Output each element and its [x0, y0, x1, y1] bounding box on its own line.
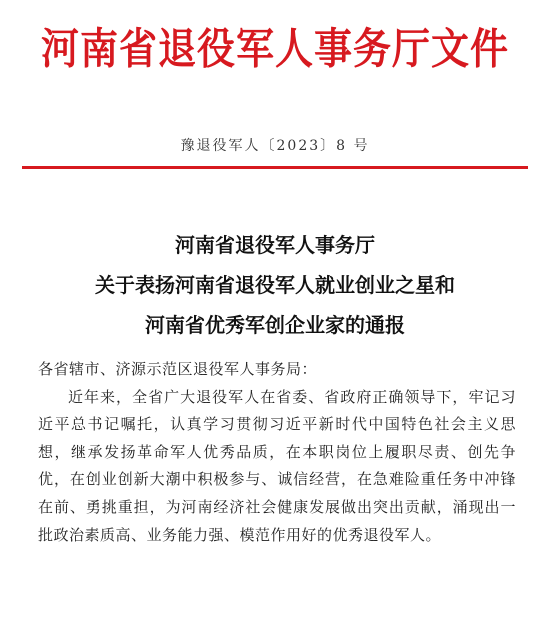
title-line-3: 河南省优秀军创企业家的通报 — [145, 313, 405, 337]
title-line-2: 关于表扬河南省退役军人就业创业之星和 — [95, 273, 455, 297]
title-line-1: 河南省退役军人事务厅 — [175, 233, 375, 257]
masthead-divider — [22, 166, 528, 169]
addressee: 各省辖市、济源示范区退役军人事务局： — [38, 360, 318, 378]
body-paragraph: 近年来，全省广大退役军人在省委、省政府正确领导下，牢记习近平总书记嘱托，认真学习贯彻习近平新时代中国特色社会主义思想，继承发扬革命军人优秀品质，在本职岗位上履职尽责、创先争优，在创业创新大潮中积极参与、诚信经营，在急难险重任务中冲锋在前、勇挑重担，为河南经济社会健康发展做出突出贡献，涌现出一批政治素质高、业务能力强、模范作用好的优秀退役军人。 — [38, 387, 516, 544]
document-body — [38, 356, 516, 549]
document-number: 豫退役军人〔2023〕8 号 — [180, 138, 370, 154]
document-title — [0, 225, 550, 345]
document-masthead: 河南省退役军人事务厅文件 — [40, 24, 509, 74]
